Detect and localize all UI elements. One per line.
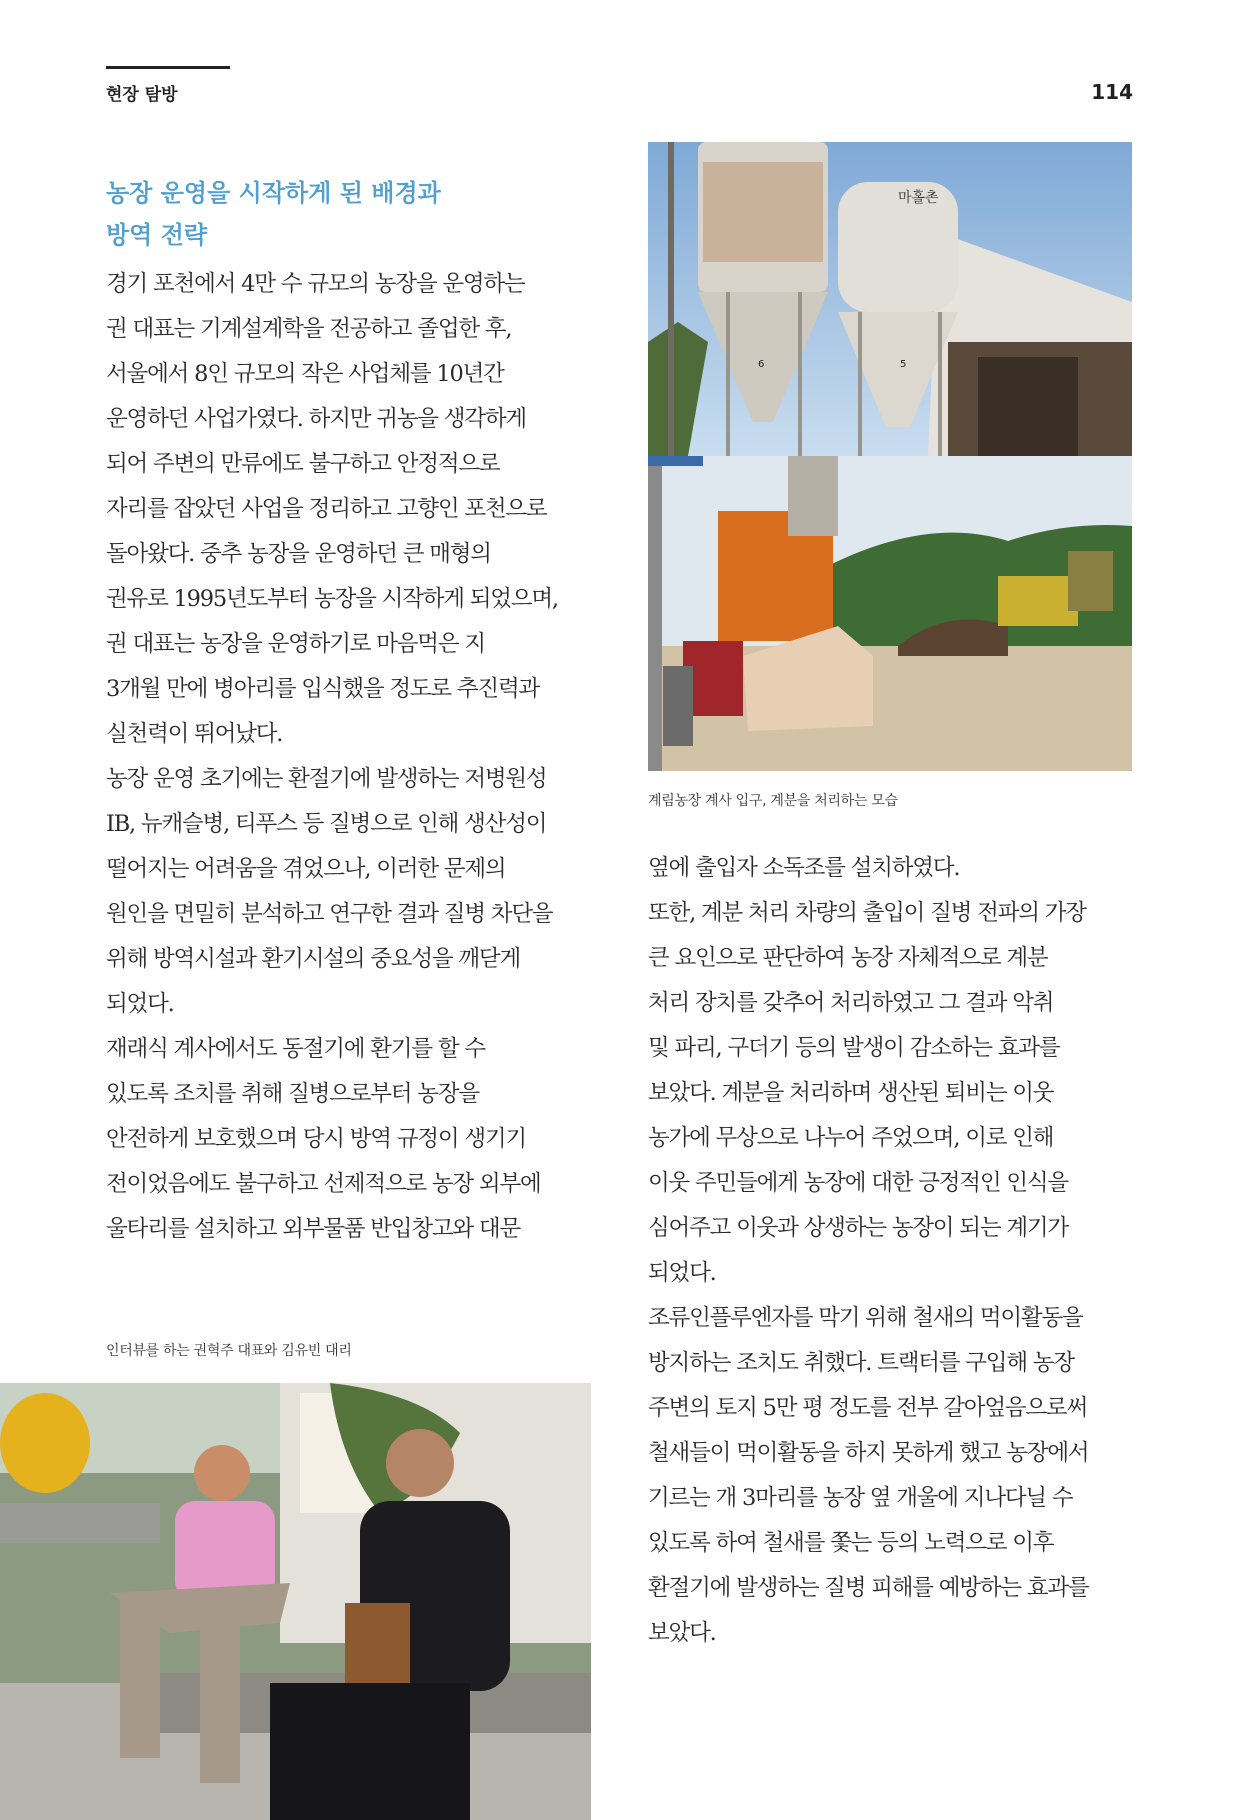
body-line: 재래식 계사에서도 동절기에 환기를 할 수: [106, 1036, 485, 1062]
body-line: 되었다.: [648, 1260, 716, 1286]
body-line: 권 대표는 기계설계학을 전공하고 졸업한 후,: [106, 316, 512, 342]
body-line: 이웃 주민들에게 농장에 대한 긍정적인 인식을: [648, 1170, 1068, 1196]
left-column: [106, 262, 606, 1252]
page-number: 114: [1091, 80, 1133, 104]
body-line: 및 파리, 구더기 등의 발생이 감소하는 효과를: [648, 1035, 1060, 1061]
body-line: 보았다.: [648, 1620, 716, 1646]
body-line: 보았다. 계분을 처리하며 생산된 퇴비는 이웃: [648, 1080, 1054, 1106]
silo-sign-text: 마홀촌: [898, 190, 939, 206]
body-line: 있도록 조치를 취해 질병으로부터 농장을: [106, 1081, 479, 1107]
body-line: 위해 방역시설과 환기시설의 중요성을 깨닫게: [106, 946, 520, 972]
body-line: 심어주고 이웃과 상생하는 농장이 되는 계기가: [648, 1215, 1068, 1241]
manure-processing-photo: [648, 456, 1132, 771]
body-line: 주변의 토지 5만 평 정도를 전부 갈아엎음으로써: [648, 1395, 1087, 1421]
body-line: 기르는 개 3마리를 농장 옆 개울에 지나다닐 수: [648, 1485, 1073, 1511]
body-line: IB, 뉴캐슬병, 티푸스 등 질병으로 인해 생산성이: [106, 811, 547, 837]
body-line: 큰 요인으로 판단하여 농장 자체적으로 계분: [648, 945, 1048, 971]
silo-photo: [648, 142, 1132, 456]
body-line: 울타리를 설치하고 외부물품 반입창고와 대문: [106, 1216, 520, 1242]
body-line: 3개월 만에 병아리를 입식했을 정도로 추진력과: [106, 676, 540, 702]
body-line: 전이었음에도 불구하고 선제적으로 농장 외부에: [106, 1171, 541, 1197]
body-paragraph: [106, 1027, 606, 1252]
photo-caption: 인터뷰를 하는 권혁주 대표와 김유빈 대리: [106, 1343, 352, 1359]
body-line: 옆에 출입자 소독조를 설치하였다.: [648, 855, 960, 881]
header-rule: [106, 66, 230, 69]
body-line: 운영하던 사업가였다. 하지만 귀농을 생각하게: [106, 406, 526, 432]
body-line: 안전하게 보호했으며 당시 방역 규정이 생기기: [106, 1126, 526, 1152]
body-line: 농장 운영 초기에는 환절기에 발생하는 저병원성: [106, 766, 547, 792]
body-line: 권 대표는 농장을 운영하기로 마음먹은 지: [106, 631, 485, 657]
body-paragraph: [106, 757, 606, 1027]
silo-number: 5: [900, 359, 907, 370]
body-line: 떨어지는 어려움을 겪었으나, 이러한 문제의: [106, 856, 506, 882]
photo-caption: 계림농장 계사 입구, 계분을 처리하는 모습: [648, 793, 898, 809]
body-line: 철새들이 먹이활동을 하지 못하게 했고 농장에서: [648, 1440, 1089, 1466]
body-line: 원인을 면밀히 분석하고 연구한 결과 질병 차단을: [106, 901, 553, 927]
right-column: [648, 846, 1134, 1656]
body-line: 조류인플루엔자를 막기 위해 철새의 먹이활동을: [648, 1305, 1083, 1331]
body-line: 방지하는 조치도 취했다. 트랙터를 구입해 농장: [648, 1350, 1074, 1376]
body-line: 처리 장치를 갖추어 처리하였고 그 결과 악취: [648, 990, 1054, 1016]
body-paragraph: [648, 1296, 1134, 1656]
body-line: 권유로 1995년도부터 농장을 시작하게 되었으며,: [106, 586, 558, 612]
heading-line: 농장 운영을 시작하게 된 배경과: [106, 179, 441, 207]
body-line: 또한, 계분 처리 차량의 출입이 질병 전파의 가장: [648, 900, 1086, 926]
body-paragraph: [106, 262, 606, 757]
body-line: 환절기에 발생하는 질병 피해를 예방하는 효과를: [648, 1575, 1089, 1601]
body-line: 있도록 하여 철새를 쫓는 등의 노력으로 이후: [648, 1530, 1054, 1556]
silo-number: 6: [758, 359, 765, 370]
body-paragraph: [648, 891, 1134, 1296]
body-line: 실천력이 뛰어났다.: [106, 721, 283, 747]
heading-line: 방역 전략: [106, 221, 208, 249]
body-line: 자리를 잡았던 사업을 정리하고 고향인 포천으로: [106, 496, 547, 522]
body-line: 돌아왔다. 중추 농장을 운영하던 큰 매형의: [106, 541, 491, 567]
article-heading: [106, 172, 586, 256]
body-line: 경기 포천에서 4만 수 규모의 농장을 운영하는: [106, 271, 525, 297]
body-paragraph: [648, 846, 1134, 891]
section-label: 현장 탐방: [106, 85, 178, 105]
body-line: 되어 주변의 만류에도 불구하고 안정적으로: [106, 451, 500, 477]
body-line: 농가에 무상으로 나누어 주었으며, 이로 인해: [648, 1125, 1054, 1151]
interview-photo: [0, 1383, 591, 1820]
body-line: 되었다.: [106, 991, 174, 1017]
body-line: 서울에서 8인 규모의 작은 사업체를 10년간: [106, 361, 504, 387]
